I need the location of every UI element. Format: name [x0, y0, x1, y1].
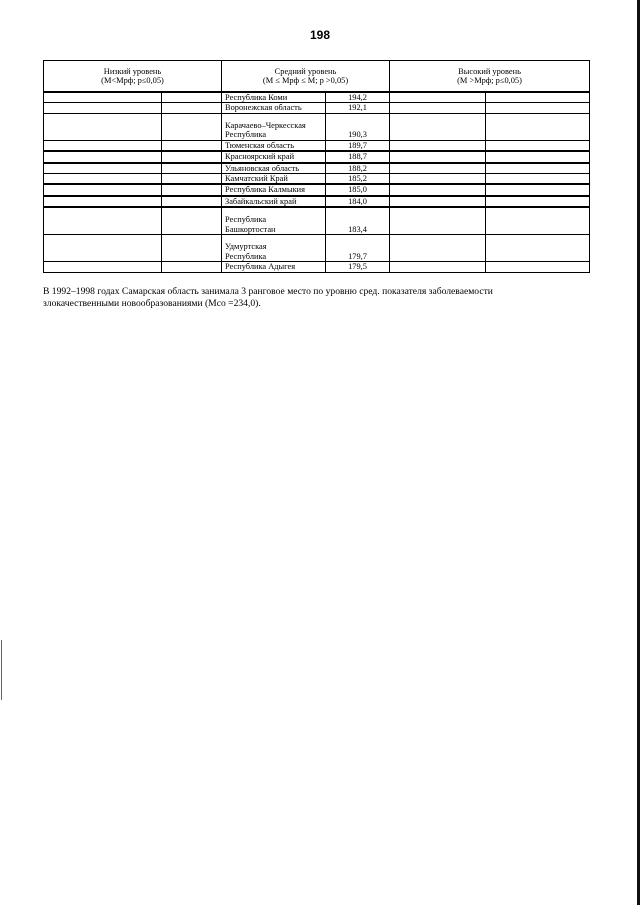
table-row — [44, 151, 590, 162]
high-region-cell — [390, 113, 486, 140]
low-value-cell — [162, 92, 222, 103]
low-value-cell — [162, 196, 222, 207]
header-high-condition: (M >Mрф; p≤0,05) — [457, 76, 522, 85]
high-value-cell — [486, 184, 590, 195]
table-row — [44, 196, 590, 207]
high-value-cell — [486, 140, 590, 151]
high-region-cell — [390, 174, 486, 185]
region-value: 184,0 — [326, 196, 390, 207]
scan-margin-mark — [1, 640, 2, 700]
region-name-line1: Удмуртская — [225, 242, 267, 252]
low-region-cell — [44, 207, 162, 235]
low-value-cell — [162, 184, 222, 195]
region-name-line2: Республика — [225, 251, 267, 261]
region-value: 190,3 — [326, 113, 390, 140]
header-mid-title: Средний уровень — [274, 66, 337, 76]
high-value-cell — [486, 174, 590, 185]
region-value: 183,4 — [326, 207, 390, 235]
high-region-cell — [390, 262, 486, 272]
region-name: Забайкальский край — [222, 196, 326, 207]
region-value: 188,7 — [326, 151, 390, 162]
high-value-cell — [486, 151, 590, 162]
high-value-cell — [486, 113, 590, 140]
region-name-line1: Карачаево–Черкесская — [225, 121, 306, 130]
low-region-cell — [44, 196, 162, 207]
table-row — [44, 174, 590, 185]
high-value-cell — [486, 103, 590, 113]
low-region-cell — [44, 151, 162, 162]
table-row — [44, 140, 590, 151]
high-value-cell — [486, 207, 590, 235]
low-region-cell — [44, 103, 162, 113]
high-value-cell — [486, 163, 590, 174]
low-region-cell — [44, 184, 162, 195]
header-mid-level — [222, 61, 390, 93]
region-value: 179,5 — [326, 262, 390, 272]
table-row — [44, 92, 590, 103]
region-value: 185,0 — [326, 184, 390, 195]
high-value-cell — [486, 235, 590, 262]
table-row — [44, 103, 590, 113]
high-region-cell — [390, 207, 486, 235]
high-region-cell — [390, 140, 486, 151]
region-name: Камчатский Край — [222, 174, 326, 185]
low-value-cell — [162, 207, 222, 235]
rank-note — [43, 286, 593, 310]
low-region-cell — [44, 262, 162, 272]
region-name: Республика Коми — [222, 92, 326, 103]
low-value-cell — [162, 163, 222, 174]
region-name: Красноярский край — [222, 151, 326, 162]
high-region-cell — [390, 151, 486, 162]
region-name: Воронежская область — [222, 103, 326, 113]
region-value: 188,2 — [326, 163, 390, 174]
region-name: Республика Калмыкия — [222, 184, 326, 195]
rank-note-line2: злокачественными новообразованиями (Mсо =234,0). — [43, 298, 261, 309]
high-region-cell — [390, 92, 486, 103]
region-value: 194,2 — [326, 92, 390, 103]
low-region-cell — [44, 113, 162, 140]
header-high-title: Высокий уровень — [458, 66, 521, 76]
region-value: 179,7 — [326, 235, 390, 262]
table-row — [44, 235, 590, 262]
table-row — [44, 207, 590, 235]
header-low-title: Низкий уровень — [103, 66, 162, 76]
region-name-line1: Республика — [225, 215, 267, 225]
region-name: Ульяновская область — [222, 163, 326, 174]
table-header-row — [44, 61, 590, 93]
region-value: 192,1 — [326, 103, 390, 113]
region-name-line2: Республика — [225, 130, 267, 140]
high-region-cell — [390, 103, 486, 113]
high-value-cell — [486, 196, 590, 207]
incidence-table — [43, 60, 590, 273]
low-region-cell — [44, 92, 162, 103]
low-value-cell — [162, 262, 222, 272]
region-name: Республика Адыгея — [222, 262, 326, 272]
region-name — [222, 235, 326, 262]
low-value-cell — [162, 235, 222, 262]
low-value-cell — [162, 174, 222, 185]
table-row — [44, 262, 590, 272]
low-value-cell — [162, 103, 222, 113]
page-number: 198 — [309, 28, 331, 42]
low-region-cell — [44, 235, 162, 262]
low-value-cell — [162, 151, 222, 162]
table-row — [44, 113, 590, 140]
low-region-cell — [44, 140, 162, 151]
header-low-level — [44, 61, 222, 93]
high-value-cell — [486, 262, 590, 272]
high-value-cell — [486, 92, 590, 103]
header-low-condition: (M<Mрф; p≤0,05) — [101, 76, 164, 85]
high-region-cell — [390, 235, 486, 262]
high-region-cell — [390, 196, 486, 207]
header-mid-condition: (M ≤ Mрф ≤ M; p >0,05) — [262, 76, 349, 85]
high-region-cell — [390, 184, 486, 195]
rank-note-line1: В 1992–1998 годах Самарская область занимала 3 ранговое место по уровню сред. показателя заболеваемости — [43, 286, 493, 297]
region-name — [222, 207, 326, 235]
header-high-level — [390, 61, 590, 93]
region-value: 189,7 — [326, 140, 390, 151]
high-region-cell — [390, 163, 486, 174]
low-region-cell — [44, 174, 162, 185]
region-name: Тюменская область — [222, 140, 326, 151]
region-name-line2: Башкортостан — [225, 224, 276, 234]
region-name — [222, 113, 326, 140]
table-row — [44, 184, 590, 195]
low-region-cell — [44, 163, 162, 174]
low-value-cell — [162, 113, 222, 140]
low-value-cell — [162, 140, 222, 151]
region-value: 185,2 — [326, 174, 390, 185]
table-row — [44, 163, 590, 174]
